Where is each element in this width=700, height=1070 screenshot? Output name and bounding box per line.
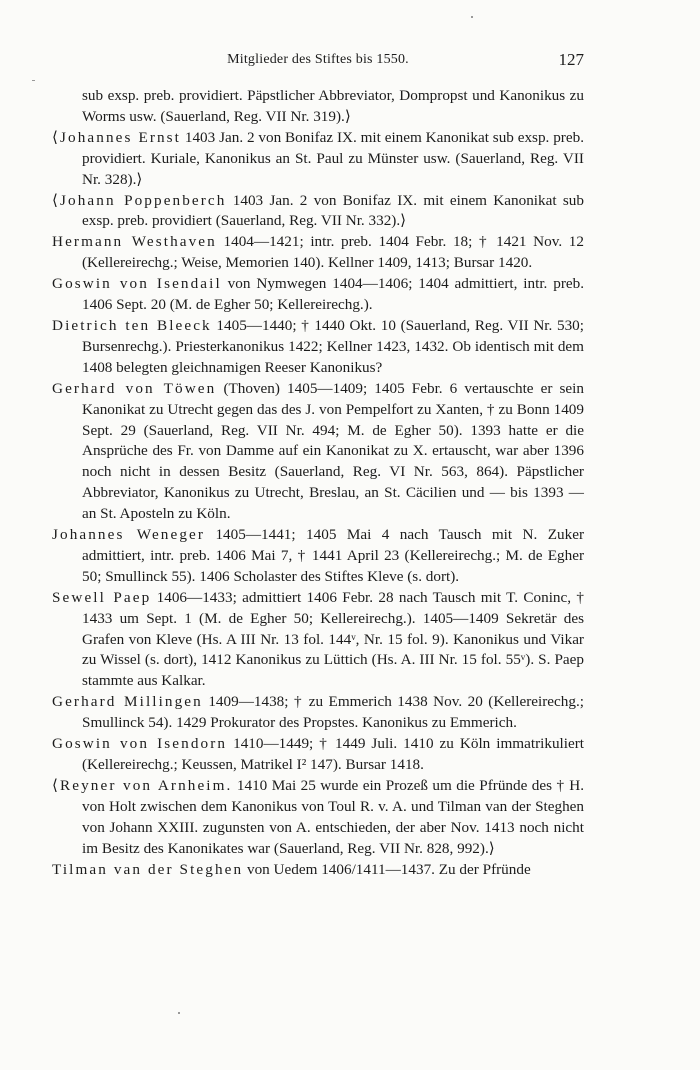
entry-text: 1410—1449; † 1449 Juli. 1410 zu Köln immatrikuliert (Kellereirechg.; Keussen, Matrikel I² 147). Bursar 1418. bbox=[82, 735, 585, 773]
entry-name: Hermann Westhaven bbox=[52, 233, 217, 251]
entry bbox=[52, 692, 584, 734]
entry bbox=[52, 588, 584, 693]
entry-text: 1403 Jan. 2 von Bonifaz IX. mit einem Kanonikat sub exsp. preb. providiert (Sauerland, Reg. VII Nr. 332).⟩ bbox=[82, 191, 584, 230]
entry bbox=[52, 525, 584, 588]
entry-text: 1406—1433; admittiert 1406 Febr. 28 nach Tausch mit T. Coninc, † 1433 um Sept. 1 (M. de Egher 50; Kellereirechg.). 1405—1409 Sekretär des Grafen von Kleve (Hs. A III Nr. 13 fol. 144ᵛ, Nr. 15 fol. 9). Kanonikus und Vikar zu Wissel (s. dort), 1412 Kanonikus zu Lüttich (Hs. A. III Nr. 15 fol. 55ᵛ). S. Paep stammte aus Kalkar. bbox=[82, 588, 585, 690]
entry bbox=[52, 86, 584, 128]
margin-mark bbox=[32, 80, 35, 81]
entry-text: 1403 Jan. 2 von Bonifaz IX. mit einem Kanonikat sub exsp. preb. providiert. Kuriale, Kanonikus an St. Paul zu Münster usw. (Sauerland, Reg. VII Nr. 328).⟩ bbox=[82, 128, 584, 188]
entry-name: ⟨Johann Poppenberch bbox=[52, 191, 227, 209]
entry-text: 1409—1438; † zu Emmerich 1438 Nov. 20 (Kellereirechg.; Smullinck 54). 1429 Prokurator des Propstes. Kanonikus zu Emmerich. bbox=[82, 693, 584, 732]
entry-name: Goswin von Isendail bbox=[52, 275, 222, 293]
entry-name: Dietrich ten Bleeck bbox=[52, 316, 212, 334]
entry-name: ⟨Reyner von Arnheim. bbox=[52, 776, 233, 794]
entry-name: Johannes Weneger bbox=[52, 526, 206, 544]
running-head bbox=[52, 52, 584, 74]
page-number: 127 bbox=[558, 50, 584, 69]
entry-text: 1404—1421; intr. preb. 1404 Febr. 18; † 1421 Nov. 12 (Kellereirechg.; Weise, Memorien 140). Kellner 1409, 1413; Bursar 1420. bbox=[82, 233, 584, 272]
entry-name: Gerhard von Töwen bbox=[52, 379, 217, 397]
entry-text: 1405—1440; † 1440 Okt. 10 (Sauerland, Reg. VII Nr. 530; Bursenrechg.). Priesterkanonikus 1422; Kellner 1423, 1432. Ob identisch mit dem 1408 belegten gleichnamigen Reeser Kanonikus? bbox=[82, 316, 584, 376]
entry-text: von Uedem 1406/1411—1437. Zu der Pfründe bbox=[243, 860, 531, 878]
margin-mark bbox=[178, 1012, 180, 1014]
entry bbox=[52, 734, 584, 776]
entry bbox=[52, 316, 584, 379]
entry-name: Gerhard Millingen bbox=[52, 693, 203, 711]
entry bbox=[52, 191, 584, 233]
entry bbox=[52, 860, 584, 881]
entry bbox=[52, 128, 584, 191]
entry-text: (Thoven) 1405—1409; 1405 Febr. 6 vertauschte er sein Kanonikat zu Utrecht gegen das des J. von Pempelfort zu Xanten, † zu Bonn 1409 Sept. 29 (Sauerland, Reg. VII Nr. 494; M. de Egher 50). 1393 hatte er die Ansprüche des Fr. von Damme auf ein Kanonikat zu X. ertauscht, war aber 1396 noch nicht in dessen Besitz (Sauerland, Reg. VI Nr. 563, 864). Päpstlicher Abbreviator, Kanonikus zu Utrecht, Breslau, an St. Cäcilien und — bis 1393 — an St. Aposteln zu Köln. bbox=[82, 379, 584, 523]
running-title: Mitglieder des Stiftes bis 1550. bbox=[227, 52, 409, 67]
entry-text: von Nymwegen 1404—1406; 1404 admittiert, intr. preb. 1406 Sept. 20 (M. de Egher 50; Kellereirechg.). bbox=[82, 275, 585, 314]
entry-name: ⟨Johannes Ernst bbox=[52, 128, 182, 146]
entry-text: 1405—1441; 1405 Mai 4 nach Tausch mit N. Zuker admittiert, intr. preb. 1406 Mai 7, † 1441 April 23 (Kellereirechg.; M. de Egher 50; Smullinck 55). 1406 Scholaster des Stiftes Kleve (s. dort). bbox=[82, 526, 585, 585]
entry bbox=[52, 232, 584, 274]
entry bbox=[52, 776, 584, 860]
entries-list bbox=[52, 86, 584, 880]
entry bbox=[52, 274, 584, 316]
entry-name: Tilman van der Steghen bbox=[52, 860, 244, 878]
entry-text: sub exsp. preb. providiert. Päpstlicher Abbreviator, Dompropst und Kanonikus zu Worms usw. (Sauerland, Reg. VII Nr. 319).⟩ bbox=[82, 87, 584, 125]
margin-mark bbox=[471, 16, 473, 18]
entry bbox=[52, 379, 584, 525]
entry-text: 1410 Mai 25 wurde ein Prozeß um die Pfründe des † H. von Holt zwischen dem Kanonikus von Toul R. v. A. und Tilman van der Steghen von Johann XXIII. zugunsten von A. entschieden, der aber Nov. 1413 noch nicht im Besitz des Kanonikates war (Sauerland, Reg. VII Nr. 828, 992).⟩ bbox=[82, 776, 584, 857]
entry-name: Goswin von Isendorn bbox=[52, 735, 228, 753]
entry-name: Sewell Paep bbox=[52, 588, 152, 606]
